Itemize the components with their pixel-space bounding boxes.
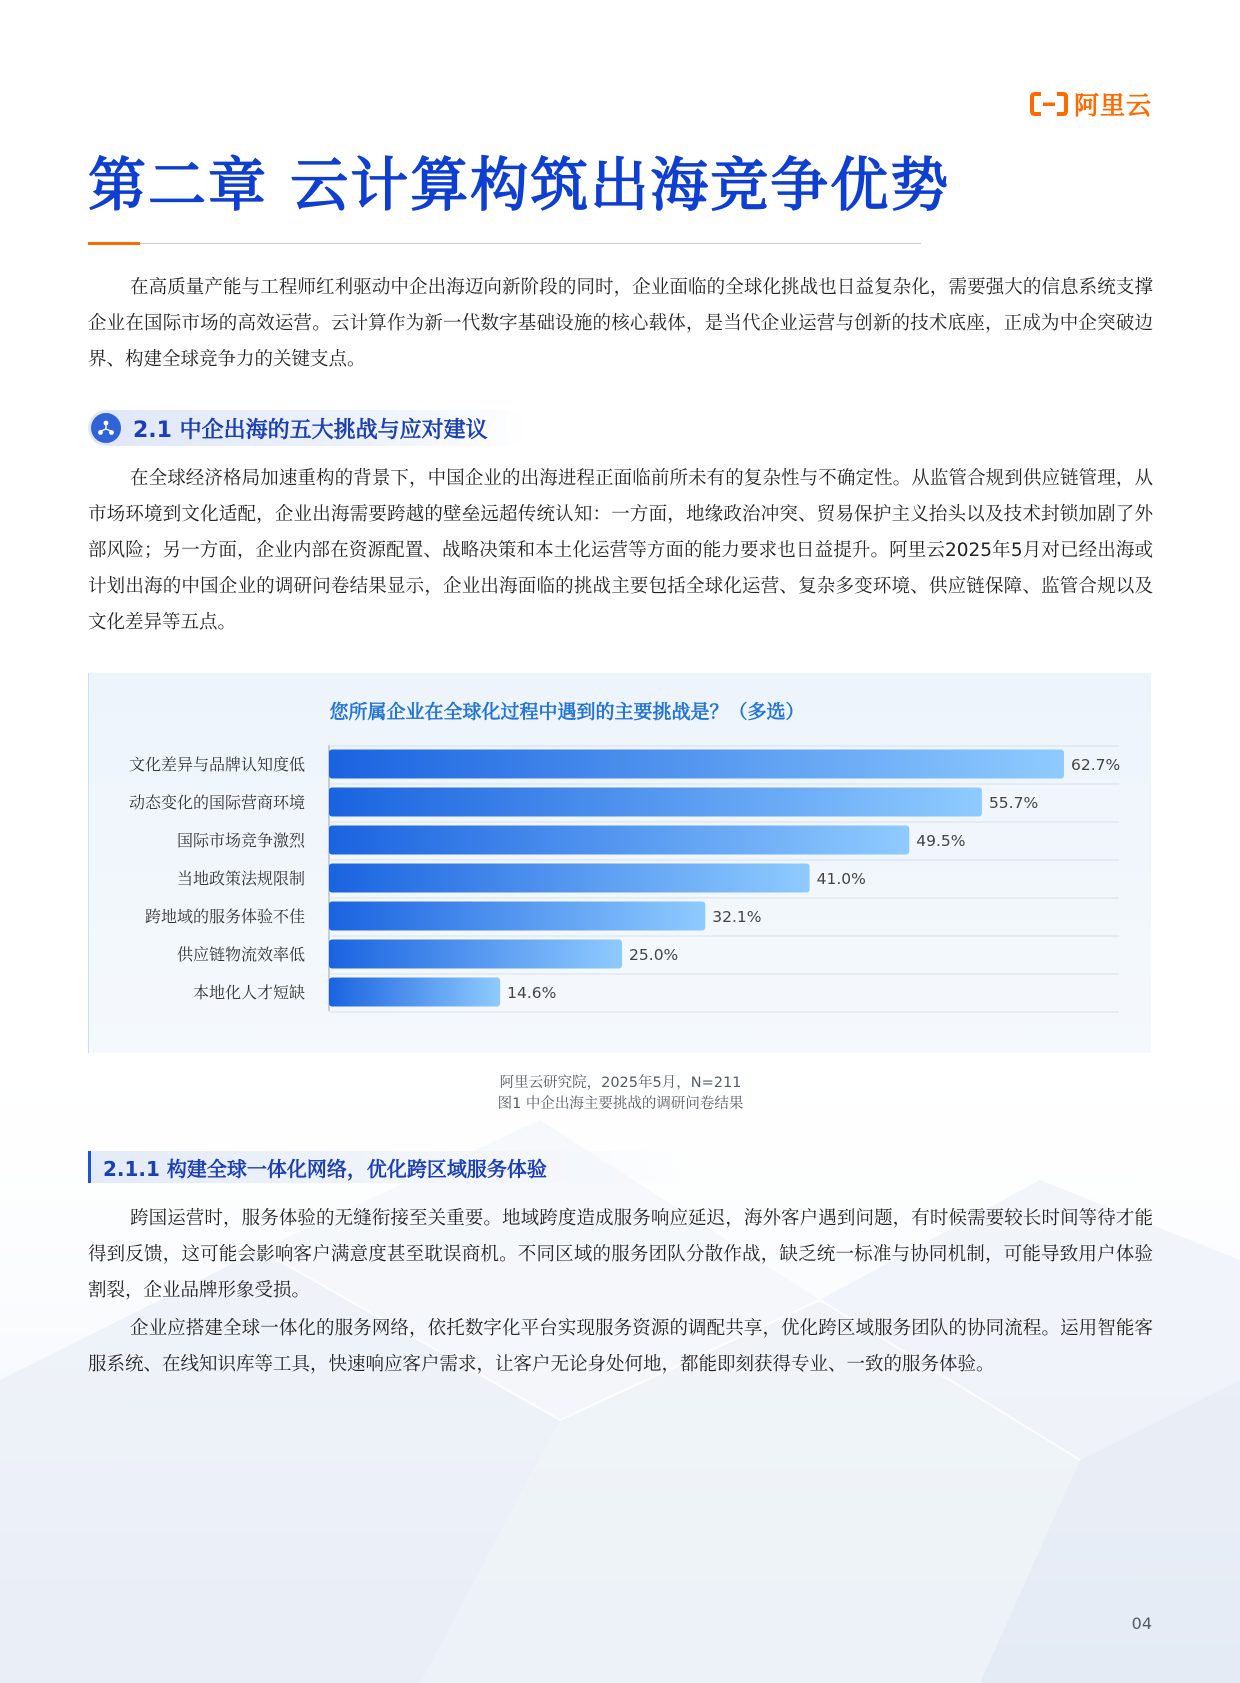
section-heading-2-1-1 — [88, 1151, 691, 1183]
title-accent-bar — [88, 242, 140, 245]
value-label: 62.7% — [1071, 756, 1121, 774]
category-label: 供应链物流效率低 — [176, 945, 305, 964]
section-2-1-1-paragraph-1: 跨国运营时，服务体验的无缝衔接至关重要。地域跨度造成服务响应延迟，海外客户遇到问题，有时候需要较长时间等待才能得到反馈，这可能会影响客户满意度甚至耽误商机。不同区域的服务团队分散作战，缺乏统一标准与协同机制，可能导致用户体验割裂，企业品牌形象受损。 — [88, 1208, 1153, 1301]
category-label: 文化差异与品牌认知度低 — [128, 755, 305, 774]
bar — [329, 826, 909, 855]
value-label: 32.1% — [712, 908, 762, 926]
subsection-heading-text: 2.1.1 构建全球一体化网络，优化跨区域服务体验 — [103, 1156, 547, 1181]
category-label: 本地化人才短缺 — [192, 983, 305, 1002]
value-label: 55.7% — [988, 794, 1039, 812]
intro-paragraph: 在高质量产能与工程师红利驱动中企出海迈向新阶段的同时，企业面临的全球化挑战也日益复杂化，需要强大的信息系统支撑企业在国际市场的高效运营。云计算作为新一代数字基础设施的核心载体，是当代企业运营与创新的技术底座，正成为中企突破边界、构建全球竞争力的关键支点。 — [88, 277, 1153, 370]
bar — [329, 788, 982, 817]
bar — [329, 940, 622, 969]
bar — [329, 978, 500, 1007]
title-divider — [88, 243, 921, 244]
bar — [329, 750, 1064, 779]
chart-title: 您所属企业在全球化过程中遇到的主要挑战是？（多选） — [329, 701, 805, 723]
chart-figure — [88, 673, 1151, 1053]
chapter-title: 第二章 云计算构筑出海竞争优势 — [88, 151, 951, 219]
category-label: 动态变化的国际营商环境 — [128, 793, 305, 812]
value-label: 49.5% — [916, 832, 966, 850]
value-label: 14.6% — [507, 984, 557, 1002]
aliyun-logo-icon — [1030, 91, 1068, 117]
bar — [329, 864, 810, 893]
category-label: 跨地域的服务体验不佳 — [144, 907, 305, 926]
category-label: 国际市场竞争激烈 — [176, 831, 305, 850]
section-heading-2-1 — [88, 410, 528, 446]
section-heading-text: 2.1 中企出海的五大挑战与应对建议 — [133, 417, 488, 443]
brand-name: 阿里云 — [1073, 91, 1152, 120]
page-number: 04 — [1131, 1614, 1152, 1633]
value-label: 25.0% — [629, 946, 679, 964]
bar-chart — [89, 673, 1151, 1053]
value-label: 41.0% — [816, 870, 866, 888]
network-icon — [91, 413, 121, 443]
section-2-1-1-paragraph-2: 企业应搭建全球一体化的服务网络，依托数字化平台实现服务资源的调配共享，优化跨区域服务团队的协同流程。运用智能客服系统、在线知识库等工具，快速响应客户需求，让客户无论身处何地，都能即刻获得专业、一致的服务体验。 — [88, 1318, 1153, 1375]
section-2-1-paragraph: 在全球经济格局加速重构的背景下，中国企业的出海进程正面临前所未有的复杂性与不确定性。从监管合规到供应链管理，从市场环境到文化适配，企业出海需要跨越的壁垒远超传统认知：一方面，地缘政治冲突、贸易保护主义抬头以及技术封锁加剧了外部风险；另一方面，企业内部在资源配置、战略决策和本土化运营等方面的能力要求也日益提升。阿里云2025年5月对已经出海或计划出海的中国企业的调研问卷结果显示，企业出海面临的挑战主要包括全球化运营、复杂多变环境、供应链保障、监管合规以及文化差异等五点。 — [88, 468, 1153, 633]
figure-source: 阿里云研究院，2025年5月，N=211 — [499, 1075, 742, 1091]
figure-caption: 图1 中企出海主要挑战的调研问卷结果 — [497, 1096, 744, 1112]
bar — [329, 902, 705, 931]
category-label: 当地政策法规限制 — [176, 869, 305, 888]
brand-logo — [1030, 86, 1152, 122]
